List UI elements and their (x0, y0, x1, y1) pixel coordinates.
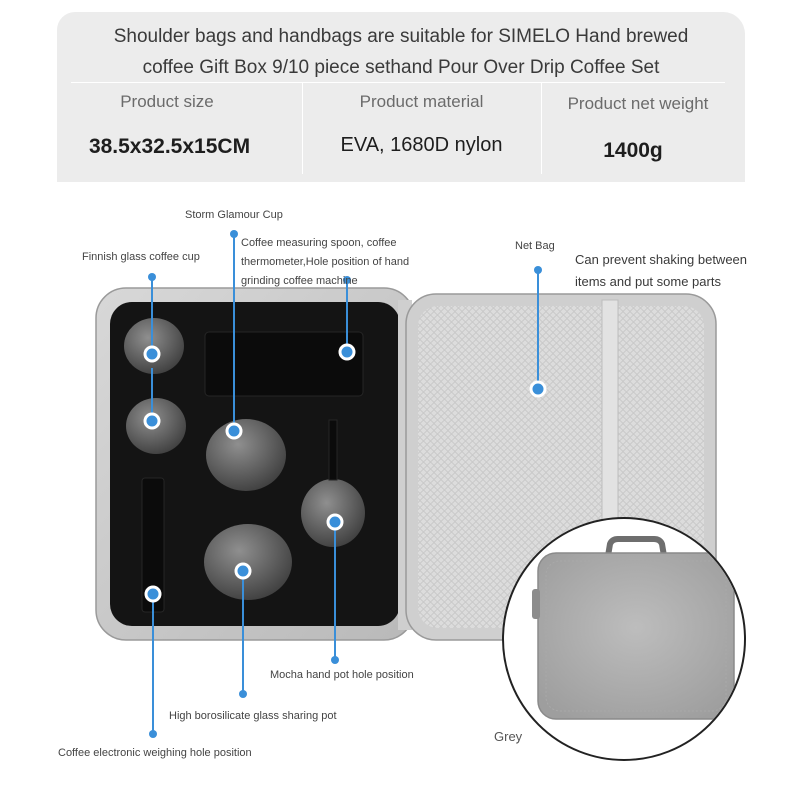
bag-zipper-pull (532, 589, 540, 619)
callout-finnish-cup: Finnish glass coffee cup (82, 251, 200, 263)
callout-dot (239, 690, 247, 698)
spec-value-weight: 1400g (603, 139, 663, 162)
callout-target (145, 347, 159, 361)
spoon-cavity (205, 332, 363, 396)
callout-target (531, 382, 545, 396)
callout-prevent-shaking-line-1: Can prevent shaking between (575, 252, 748, 267)
spec-value-size: 38.5x32.5x15CM (88, 135, 251, 158)
callout-dot (148, 273, 156, 281)
closed-bag-inset (502, 517, 746, 761)
closed-bag-illustration (504, 519, 744, 759)
callout-target (340, 345, 354, 359)
callout-target (146, 587, 160, 601)
callout-mocha-pot: Mocha hand pot hole position (270, 669, 414, 681)
callout-dot (149, 730, 157, 738)
sharing-pot-cavity (204, 524, 292, 600)
callout-prevent-shaking (575, 249, 747, 293)
callout-measuring-spoon-line-1: Coffee measuring spoon, coffee (241, 237, 397, 249)
mocha-pot-cavity (301, 479, 365, 547)
callout-measuring-spoon-line-3: grinding coffee machine (241, 275, 358, 287)
callout-dot (534, 266, 542, 274)
callout-target (227, 424, 241, 438)
storm-cup-cavity (206, 419, 286, 491)
callout-target (328, 515, 342, 529)
callout-measuring-spoon (241, 234, 409, 291)
product-title-line-1: Shoulder bags and handbags are suitable for SIMELO Hand brewed (113, 26, 689, 47)
color-option-label: Grey (494, 729, 523, 744)
spec-label-size: Product size (120, 92, 214, 111)
callout-weighing-hole: Coffee electronic weighing hole position (58, 747, 252, 759)
callout-measuring-spoon-line-2: thermometer,Hole position of hand (241, 256, 410, 268)
callout-dot (230, 230, 238, 238)
callout-prevent-shaking-line-2: items and put some parts (575, 274, 721, 289)
callout-net-bag: Net Bag (515, 240, 555, 252)
product-title-line-2: coffee Gift Box 9/10 piece sethand Pour Over Drip Coffee Set (142, 57, 660, 78)
callout-target (236, 564, 250, 578)
spec-label-material: Product material (359, 92, 484, 111)
callout-target (145, 414, 159, 428)
slot-cavity (329, 420, 337, 480)
spec-label-weight: Product net weight (567, 94, 709, 113)
callout-dot (331, 656, 339, 664)
bag-body (538, 553, 734, 719)
callout-storm-cup: Storm Glamour Cup (185, 209, 283, 221)
callout-sharing-pot: High borosilicate glass sharing pot (169, 710, 337, 722)
spec-value-material: EVA, 1680D nylon (340, 134, 503, 156)
